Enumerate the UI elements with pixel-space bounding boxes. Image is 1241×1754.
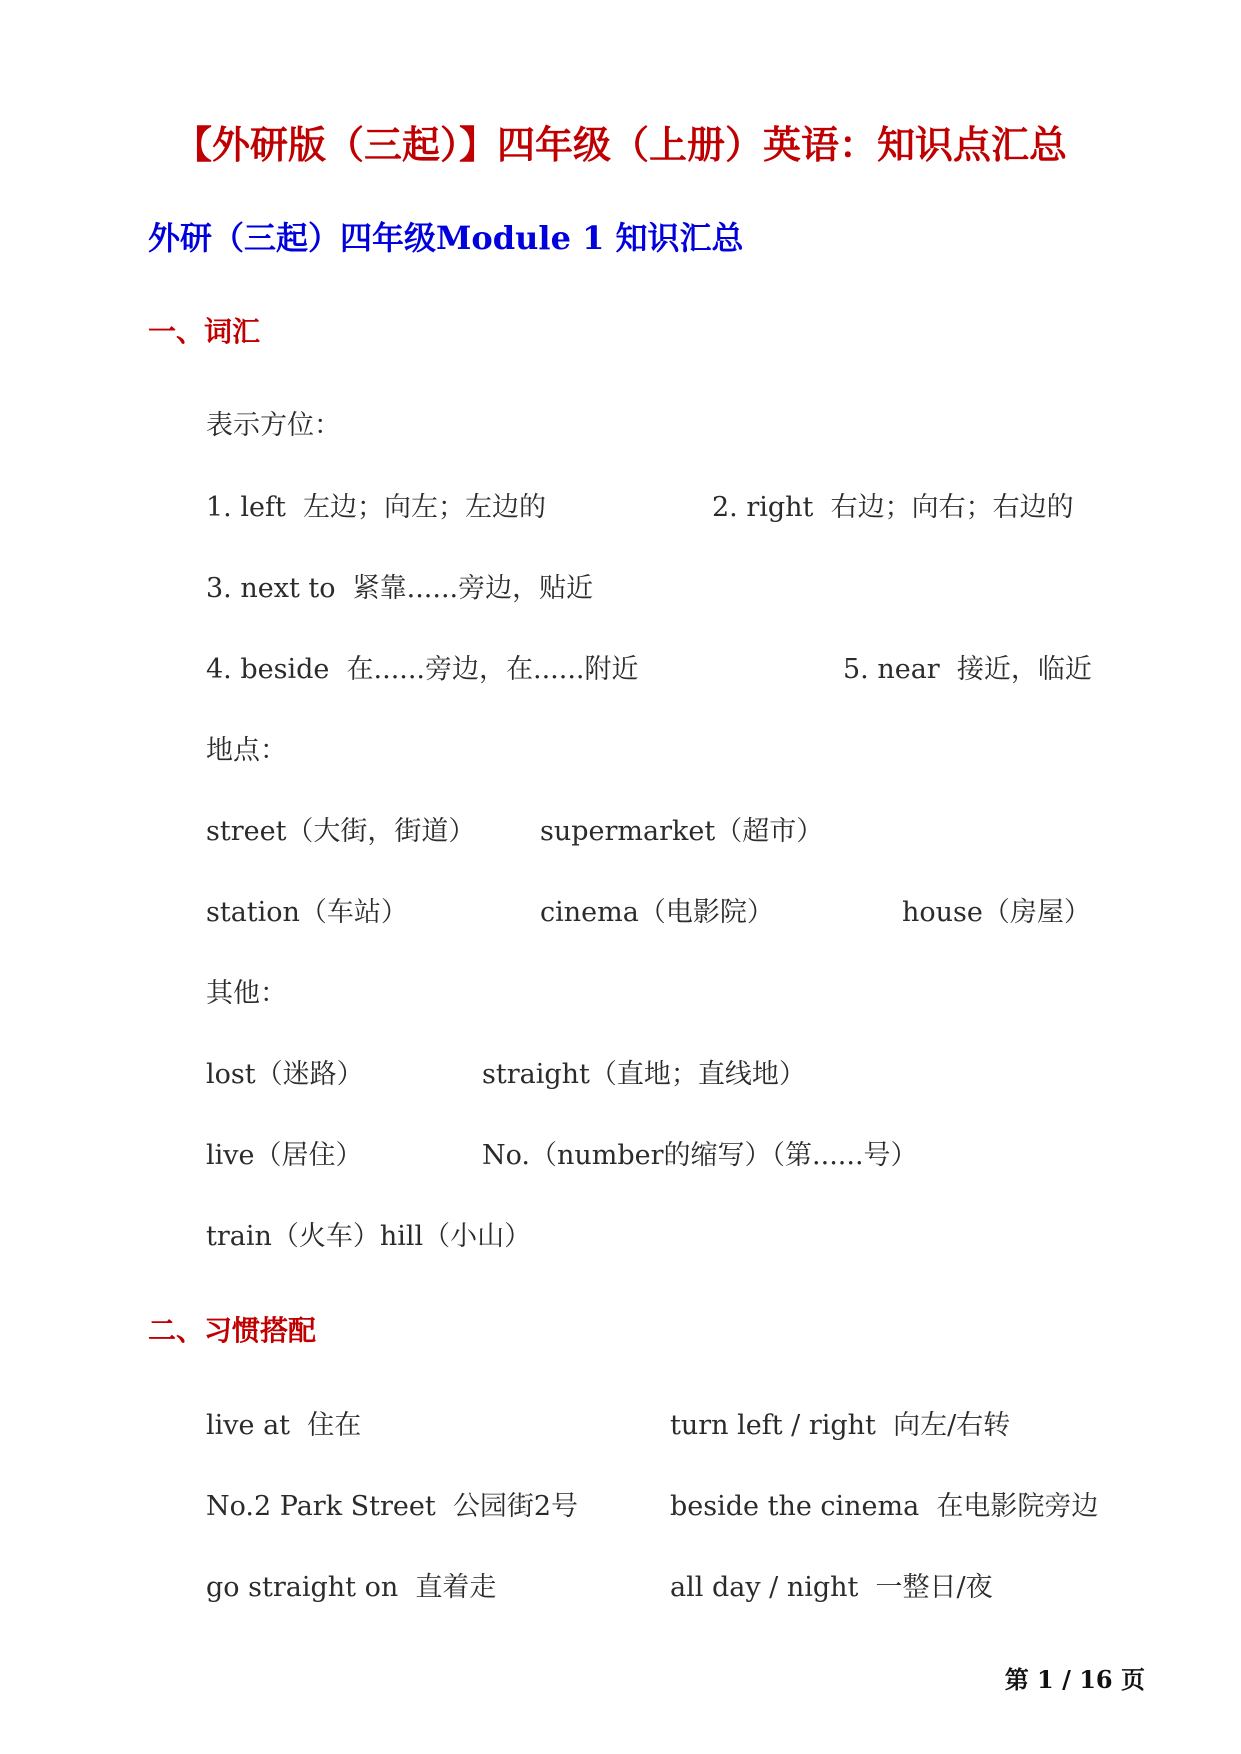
section-heading-vocabulary: 一、词汇 [148,315,261,348]
vocab-item-train-hill: train（火车）hill（小山） [206,1221,532,1252]
phrase-park-street: No.2 Park Street 公园街2号 [206,1491,579,1522]
other-label: 其他： [206,978,287,1009]
phrase-live-at: live at 住在 [206,1410,362,1441]
vocab-item-right: 2. right 右边；向右；右边的 [712,492,1074,523]
vocab-item-supermarket: supermarket（超市） [540,816,824,847]
vocab-item-left: 1. left 左边；向左；左边的 [206,492,546,523]
module-heading: 外研（三起）四年级Module 1 知识汇总 [148,219,744,257]
vocab-item-station: station（车站） [206,897,408,928]
vocab-item-house: house（房屋） [902,897,1091,928]
vocab-item-street: street（大街，街道） [206,816,476,847]
vocab-item-number: No.（number的缩写）（第......号） [482,1140,918,1171]
vocab-item-lost: lost（迷路） [206,1059,364,1090]
vocab-item-cinema: cinema（电影院） [540,897,774,928]
section-heading-collocations: 二、习惯搭配 [148,1314,317,1347]
vocab-item-straight: straight（直地；直线地） [482,1059,806,1090]
phrase-all-day-night: all day / night 一整日/夜 [670,1572,993,1603]
place-label: 地点： [206,735,287,766]
phrase-beside-cinema: beside the cinema 在电影院旁边 [670,1491,1099,1522]
vocab-item-near: 5. near 接近，临近 [843,654,1092,685]
phrase-go-straight-on: go straight on 直着走 [206,1572,497,1603]
vocab-item-live: live（居住） [206,1140,363,1171]
direction-label: 表示方位： [206,410,341,441]
vocab-item-beside: 4. beside 在......旁边，在......附近 [206,654,639,685]
vocab-item-next-to: 3. next to 紧靠......旁边，贴近 [206,573,594,604]
phrase-turn-left-right: turn left / right 向左/右转 [670,1410,1011,1441]
document-title: 【外研版（三起）】四年级（上册）英语：知识点汇总 [173,122,1067,167]
page-number: 第 1 / 16 页 [1004,1665,1145,1694]
